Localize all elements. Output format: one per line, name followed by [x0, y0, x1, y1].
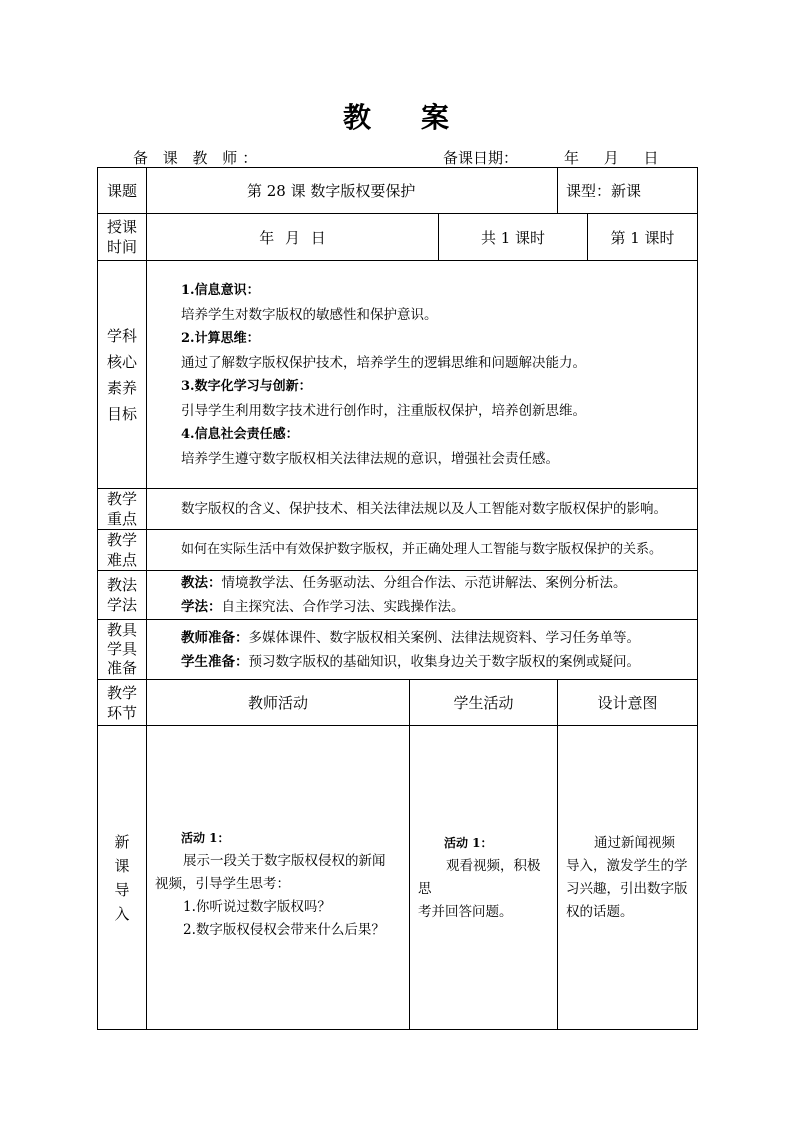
question-2: 2.数字版权侵权会带来什么后果？ [183, 922, 385, 938]
student-prep-text: 预习数字版权的基础知识，收集身边关于数字版权的案例或疑问。 [248, 653, 640, 670]
design-text: 权的话题。 [566, 903, 634, 920]
teach-method-label: 教法： [181, 575, 222, 591]
goal-heading: 1.信息意识： [181, 282, 260, 298]
student-activity-text-cont: 考并回答问题。 [418, 903, 513, 920]
learn-method-label: 学法： [181, 599, 222, 615]
document-title [0, 96, 794, 136]
row-tools [98, 620, 698, 680]
teacher-activity-text: 展示一段关于数字版权侵权的新闻 [183, 853, 386, 869]
question-1: 1.你听说过数字版权吗？ [183, 899, 331, 915]
teacher-prep-text: 多媒体课件、数字版权相关案例、法律法规资料、学习任务单等。 [248, 629, 640, 646]
topic-label: 课题 [98, 168, 147, 214]
student-activity-text: 观看视频，积极思 [418, 857, 541, 897]
goal-text: 培养学生遵守数字版权相关法律法规的意识，增强社会责任感。 [181, 450, 559, 467]
learn-method-text: 自主探究法、合作学习法、实践操作法。 [221, 599, 465, 615]
row-intro [98, 726, 698, 1030]
date-label: 备课日期： [443, 149, 519, 167]
difficult-points-text: 如何在实际生活中有效保护数字版权，并正确处理人工智能与数字版权保护的关系。 [147, 530, 698, 571]
row-goals [98, 261, 698, 489]
intro-student-activity [410, 726, 558, 1030]
design-text: 导入，激发学生的学 [566, 857, 688, 874]
row-time [98, 214, 698, 261]
title-char-1: 教 [342, 101, 373, 134]
goals-content [147, 261, 698, 489]
lesson-title: 第 28 课 数字版权要保护 [147, 168, 558, 214]
row-topic [98, 168, 698, 214]
tools-content [147, 620, 698, 680]
design-text: 习兴趣，引出数字版 [566, 880, 688, 897]
intro-label: 新 课 导 入 [98, 726, 147, 1030]
time-total: 共 1 课时 [439, 214, 588, 261]
goals-label: 学科 核心 素养 目标 [98, 261, 147, 489]
intro-teacher-activity [147, 726, 410, 1030]
row-methods [98, 571, 698, 620]
methods-content [147, 571, 698, 620]
time-current: 第 1 课时 [588, 214, 698, 261]
activity-heading: 活动 1： [181, 831, 230, 845]
time-date: 年 月 日 [147, 214, 439, 261]
intro-design-intent [558, 726, 698, 1030]
methods-label: 教法 学法 [98, 571, 147, 620]
row-key-points [98, 489, 698, 530]
goal-text: 培养学生对数字版权的敏感性和保护意识。 [181, 306, 438, 323]
date-ymd: 年 月 日 [564, 149, 659, 167]
lesson-type: 课型：新课 [558, 168, 698, 214]
design-text: 通过新闻视频 [594, 834, 676, 851]
difficult-points-label: 教学 难点 [98, 530, 147, 571]
student-activity-header: 学生活动 [410, 680, 558, 726]
stage-label: 教学 环节 [98, 680, 147, 726]
teach-method-text: 情境教学法、任务驱动法、分组合作法、示范讲解法、案例分析法。 [221, 575, 627, 591]
goal-heading: 2.计算思维： [181, 330, 260, 346]
title-char-2: 案 [421, 101, 452, 134]
row-difficult-points [98, 530, 698, 571]
teacher-activity-header: 教师活动 [147, 680, 410, 726]
teacher-activity-text-cont: 视频，引导学生思考： [155, 876, 290, 892]
goal-text: 引导学生利用数字技术进行创作时，注重版权保护，培养创新思维。 [181, 402, 586, 419]
lesson-plan-table [97, 167, 698, 1030]
tools-label: 教具 学具 准备 [98, 620, 147, 680]
time-label: 授课 时间 [98, 214, 147, 261]
key-points-label: 教学 重点 [98, 489, 147, 530]
goal-heading: 4.信息社会责任感： [181, 426, 299, 442]
teacher-label: 备 课 教 师： [133, 149, 263, 167]
row-stage-header [98, 680, 698, 726]
activity-heading: 活动 1： [444, 835, 493, 850]
goal-text: 通过了解数字版权保护技术，培养学生的逻辑思维和问题解决能力。 [181, 354, 586, 371]
design-intent-header: 设计意图 [558, 680, 698, 726]
key-points-text: 数字版权的含义、保护技术、相关法律法规以及人工智能对数字版权保护的影响。 [147, 489, 698, 530]
goal-heading: 3.数字化学习与创新： [181, 378, 312, 394]
teacher-prep-label: 教师准备： [181, 629, 249, 646]
student-prep-label: 学生准备： [181, 653, 249, 670]
